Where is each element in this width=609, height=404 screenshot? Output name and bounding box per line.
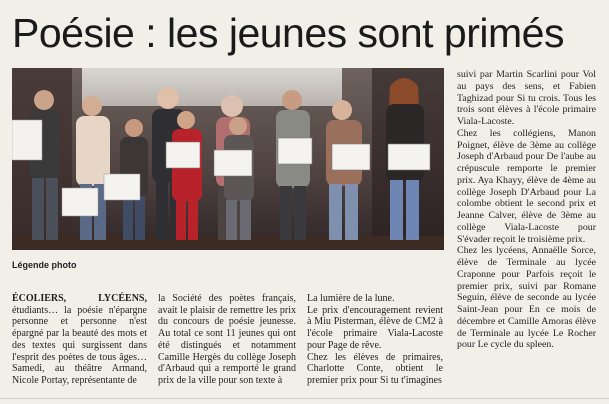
article-column-3 xyxy=(307,293,443,387)
paragraph: Chez les lycéens, Annaëlle Sorce, élève de Terminale au lycée Craponne pour Parfois reçoit le premier prix, suivi par Romane Seguin, élève de seconde au lycée Saint-Jean pour En ce mois de décembre et Camille Amoras élève de Terminale au lycée Le Rocher pour Le cycle du spleen. xyxy=(457,245,596,351)
paragraph: la Société des poètes français, avait le plaisir de remettre les prix du concours de poésie jeunesse. Au total ce sont 11 jeunes qui ont été distingués et notamment Camille Hergès du collège Joseph d'Arbaud qui a remporté le grand prix de la ville pour son texte à xyxy=(158,293,296,386)
paragraph: suivi par Martin Scarlini pour Vol au pays des sens, et Fabien Taghizad pour Si tu crois. Tous les trois sont élèves à l'école primaire Viala-Lacoste. xyxy=(457,69,596,127)
article-column-4 xyxy=(457,69,596,351)
paragraph-text: étudiants… la poésie n'épargne personne et personne n'est épargné par la beauté des mots et des textes qui surgissent dans l'esprit des poètes de tous âges… Samedi, au théâtre Armand, Nicole Portay, représentante de xyxy=(12,304,147,386)
article-photo xyxy=(12,68,444,250)
article-column-1 xyxy=(12,293,147,387)
paragraph: La lumière de la lune. xyxy=(307,293,395,304)
photo-caption: Légende photo xyxy=(12,260,77,270)
group-photo-image xyxy=(12,68,444,250)
paragraph: Chez les élèves de primaires, Charlotte Conte, obtient le premier prix pour Si tu t'imagines xyxy=(307,351,443,386)
article-column-2 xyxy=(158,293,296,387)
paragraph: Le prix d'encouragement revient à Miu Pisterman, élève de CM2 à l'école primaire Viala-Lacoste pour Page de rêve. xyxy=(307,304,443,351)
page-edge-divider xyxy=(0,398,609,399)
paragraph: Chez les collégiens, Manon Poignet, élève de 3ème au collège Joseph d'Arbaud pour De l'aube au crépuscule remporte le premier prix. Aya Khayy, élève de 4ème au collège Joseph D'Arbaud pour La colombe obtient le second prix et Jeanne Calver, élève de 3ème au collège Viala-Lacoste pour S'évader reçoit le troisième prix. xyxy=(457,127,596,245)
lead-in: ÉCOLIERS, LYCÉENS, xyxy=(12,293,147,304)
paragraph xyxy=(12,293,147,387)
article-headline: Poésie : les jeunes sont primés xyxy=(12,10,564,56)
